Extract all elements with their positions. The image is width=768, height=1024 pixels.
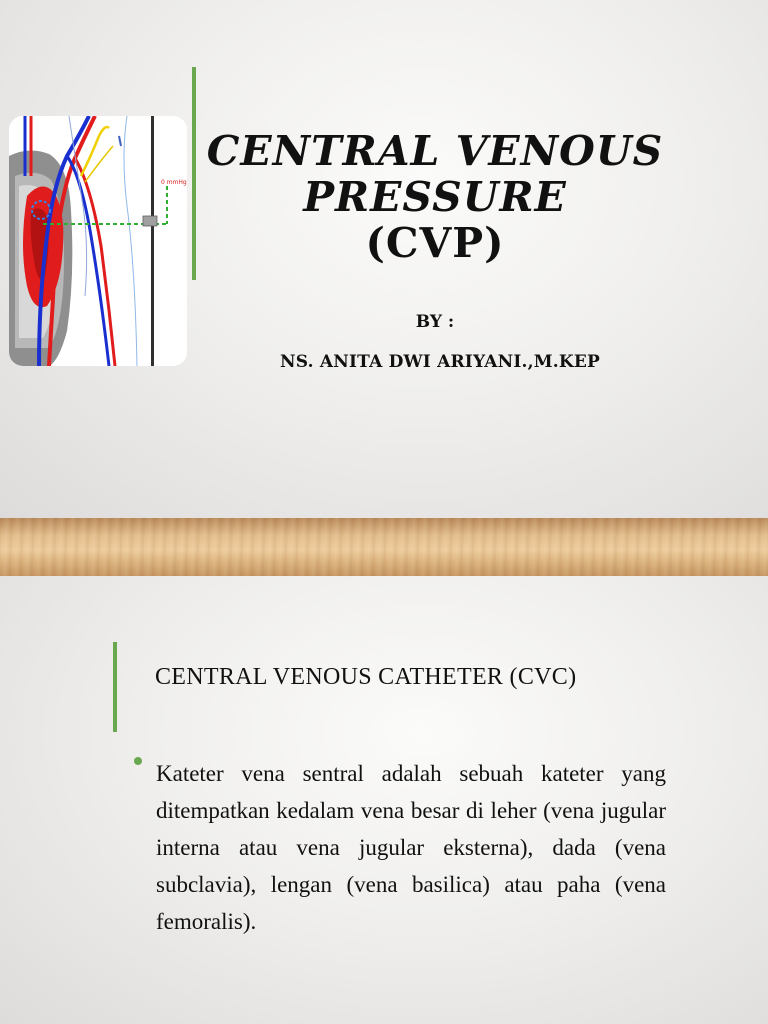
- section-accent-bar: [113, 642, 117, 732]
- title-accent-bar: [192, 67, 196, 280]
- title-line-3: (CVP): [365, 219, 505, 267]
- gauge-label: 0 mmHg: [161, 179, 187, 186]
- bullet-icon: [134, 757, 142, 765]
- author-name: NS. ANITA DWI ARIYANI.,M.KEP: [280, 352, 600, 372]
- byline: BY :: [415, 312, 455, 332]
- section-title: CENTRAL VENOUS CATHETER (CVC): [155, 664, 577, 690]
- heart-cvp-diagram-icon: [9, 116, 187, 366]
- title-line-1: CENTRAL VENOUS: [206, 127, 664, 175]
- wood-separator: [0, 518, 768, 576]
- heart-cvp-diagram-image: [9, 116, 187, 366]
- slide-title: [200, 128, 670, 266]
- bullet-text: Kateter vena sentral adalah sebuah kateter yang ditempatkan kedalam vena besar di leher (vena jugular interna atau vena jugular eksterna), dada (vena subclavia), lengan (vena basilica) atau paha (vena femoralis).: [156, 761, 666, 934]
- title-line-2: PRESSURE: [303, 173, 567, 221]
